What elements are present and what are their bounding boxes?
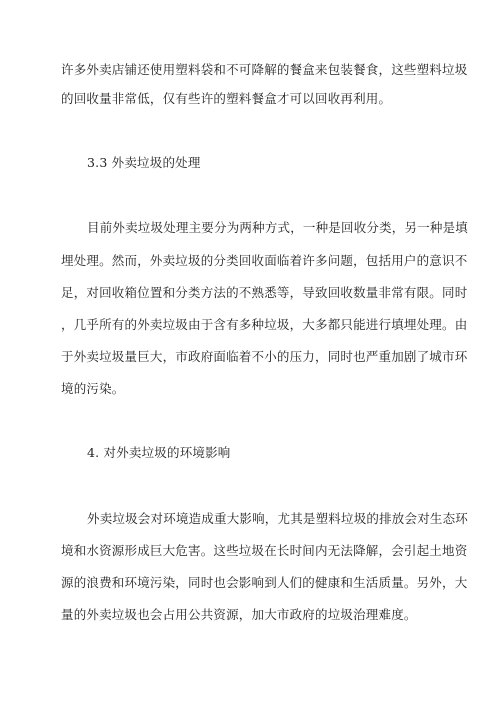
paragraph-3-line-3: 源的浪费和环境污染，同时也会影响到人们的健康和生活质量。另外，大: [61, 575, 468, 590]
paragraph-2-line-6: 境的污染。: [61, 381, 125, 396]
paragraph-2-line-1: 目前外卖垃圾处理主要分为两种方式，一种是回收分类，另一种是填: [87, 220, 469, 235]
paragraph-2-line-4: ，几乎所有的外卖垃圾由于含有多种垃圾，大多都只能进行填埋处理。由: [61, 317, 468, 332]
paragraph-1-line-2: 的回收量非常低，仅有些许的塑料餐盒才可以回收再利用。: [61, 91, 392, 106]
paragraph-3-line-2: 境和水资源形成巨大危害。这些垃圾在长时间内无法降解，会引起土地资: [61, 543, 468, 558]
section-heading-4: 4. 对外卖垃圾的环境影响: [87, 445, 231, 460]
paragraph-3-line-1: 外卖垃圾会对环境造成重大影响，尤其是塑料垃圾的排放会对生态环: [87, 511, 469, 526]
paragraph-2-line-3: 足，对回收箱位置和分类方法的不熟悉等，导致回收数量非常有限。同时: [61, 285, 468, 300]
paragraph-2-line-5: 于外卖垃圾量巨大，市政府面临着不小的压力，同时也严重加剧了城市环: [61, 349, 468, 364]
paragraph-1-line-1: 许多外卖店铺还使用塑料袋和不可降解的餐盒来包装餐食，这些塑料垃圾: [61, 62, 468, 77]
section-heading-3-3: 3.3 外卖垃圾的处理: [87, 155, 201, 170]
paragraph-3-line-4: 量的外卖垃圾也会占用公共资源，加大市政府的垃圾治理难度。: [61, 607, 417, 622]
paragraph-2-line-2: 埋处理。然而，外卖垃圾的分类回收面临着许多问题，包括用户的意识不: [61, 253, 468, 268]
